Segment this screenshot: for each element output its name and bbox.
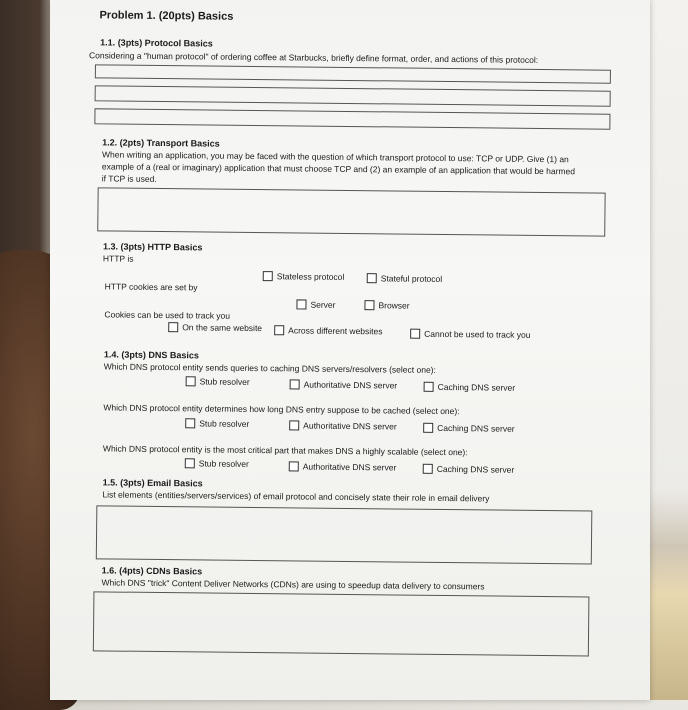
option-label: Browser bbox=[378, 300, 410, 311]
b-option-authoritative[interactable] bbox=[289, 420, 397, 431]
q1-5-heading: 1.5. (3pts) Email Basics bbox=[102, 477, 203, 489]
problem-title: Problem 1. (20pts) Basics bbox=[99, 9, 234, 23]
option-label: Caching DNS server bbox=[436, 463, 515, 475]
option-label: Server bbox=[310, 299, 336, 310]
q1-2-text-1: When writing an application, you may be faced with the question of which transport protocol to use: TCP or UDP. Give (1) an bbox=[101, 149, 569, 165]
q1-5-text: List elements (entities/servers/services) of email protocol and concisely state their role in email delivery bbox=[102, 489, 490, 504]
q1-1-answer-box-3[interactable] bbox=[94, 108, 610, 129]
option-label: Cannot be used to track you bbox=[424, 328, 531, 340]
q1-3-heading: 1.3. (3pts) HTTP Basics bbox=[103, 241, 203, 253]
checkbox[interactable] bbox=[423, 464, 433, 474]
q1-1-answer-box-1[interactable] bbox=[95, 64, 611, 83]
a-option-caching[interactable] bbox=[424, 382, 516, 393]
checkbox[interactable] bbox=[367, 273, 377, 283]
checkbox[interactable] bbox=[423, 423, 433, 433]
option-stateful-protocol[interactable] bbox=[367, 273, 443, 284]
q1-4-question-a: Which DNS protocol entity sends queries to caching DNS servers/resolvers (select one): bbox=[103, 361, 436, 375]
option-browser[interactable] bbox=[364, 300, 409, 310]
q1-6-answer-box[interactable] bbox=[93, 591, 590, 656]
checkbox[interactable] bbox=[364, 300, 374, 310]
checkbox[interactable] bbox=[168, 322, 178, 332]
q1-2-heading: 1.2. (2pts) Transport Basics bbox=[102, 137, 220, 149]
option-same-website[interactable] bbox=[168, 322, 262, 333]
b-option-caching[interactable] bbox=[423, 423, 515, 434]
q1-6-text: Which DNS "trick" Content Deliver Networks (CDNs) are using to speedup data delivery to consumers bbox=[101, 577, 485, 592]
checkbox[interactable] bbox=[186, 376, 196, 386]
checkbox[interactable] bbox=[289, 461, 299, 471]
option-server[interactable] bbox=[296, 299, 335, 309]
a-option-authoritative[interactable] bbox=[290, 379, 398, 390]
option-cannot-track[interactable] bbox=[410, 329, 530, 340]
q1-1-heading: 1.1. (3pts) Protocol Basics bbox=[100, 37, 213, 49]
option-label: Across different websites bbox=[288, 325, 383, 337]
checkbox[interactable] bbox=[185, 418, 195, 428]
checkbox[interactable] bbox=[274, 325, 284, 335]
checkbox[interactable] bbox=[296, 299, 306, 309]
c-option-authoritative[interactable] bbox=[289, 461, 397, 472]
q1-3-track-label: Cookies can be used to track you bbox=[104, 309, 231, 321]
option-label: Authoritative DNS server bbox=[303, 379, 398, 391]
q1-2-text-2: example of a (real or imaginary) application that must choose TCP and (2) an example of an application that would be harmed bbox=[101, 161, 576, 177]
q1-4-question-c: Which DNS protocol entity is the most critical part that makes DNS a highly scalable (select one): bbox=[102, 443, 468, 458]
option-label: Caching DNS server bbox=[437, 381, 516, 393]
q1-4-question-b: Which DNS protocol entity determines how long DNS entry suppose to be cached (select one): bbox=[103, 402, 460, 417]
option-label: Stub resolver bbox=[199, 376, 250, 387]
option-across-websites[interactable] bbox=[274, 325, 382, 336]
checkbox[interactable] bbox=[290, 379, 300, 389]
exam-paper bbox=[50, 0, 650, 700]
checkbox[interactable] bbox=[185, 458, 195, 468]
a-option-stub-resolver[interactable] bbox=[186, 376, 250, 387]
option-label: Stateless protocol bbox=[276, 271, 345, 282]
q1-1-text: Considering a "human protocol" of ordering coffee at Starbucks, briefly define format, order, and actions of this protocol: bbox=[89, 50, 539, 65]
checkbox[interactable] bbox=[424, 382, 434, 392]
c-option-caching[interactable] bbox=[423, 464, 515, 475]
q1-6-heading: 1.6. (4pts) CDNs Basics bbox=[101, 565, 203, 577]
option-label: Authoritative DNS server bbox=[303, 420, 397, 432]
checkbox[interactable] bbox=[289, 420, 299, 430]
c-option-stub-resolver[interactable] bbox=[185, 458, 249, 469]
q1-2-answer-box[interactable] bbox=[97, 187, 605, 236]
q1-2-text-3: if TCP is used. bbox=[101, 173, 157, 184]
option-label: On the same website bbox=[182, 322, 263, 334]
option-label: Stub resolver bbox=[199, 418, 250, 429]
option-label: Authoritative DNS server bbox=[302, 461, 397, 473]
q1-3-cookies-set-by: HTTP cookies are set by bbox=[104, 281, 198, 293]
option-stateless-protocol[interactable] bbox=[263, 271, 345, 282]
option-label: Stub resolver bbox=[198, 458, 249, 469]
option-label: Stateful protocol bbox=[380, 273, 443, 284]
b-option-stub-resolver[interactable] bbox=[185, 418, 249, 429]
q1-3-http-is: HTTP is bbox=[102, 253, 134, 264]
option-label: Caching DNS server bbox=[437, 422, 515, 434]
q1-4-heading: 1.4. (3pts) DNS Basics bbox=[103, 349, 200, 361]
checkbox[interactable] bbox=[410, 329, 420, 339]
checkbox[interactable] bbox=[263, 271, 273, 281]
q1-1-answer-box-2[interactable] bbox=[95, 85, 611, 106]
q1-5-answer-box[interactable] bbox=[96, 505, 593, 564]
